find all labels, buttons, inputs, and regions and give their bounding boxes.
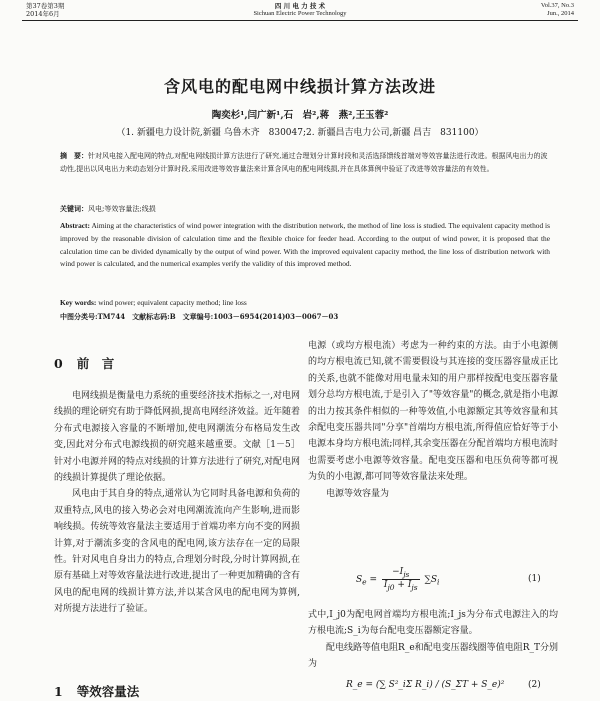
affiliations: （1. 新疆电力设计院,新疆 乌鲁木齐 830047;2. 新疆昌吉电力公司,新疆 昌吉 831100） [116,128,484,138]
formula-1-den-sub2: js [411,582,418,592]
keywords-en-label: Key words: [60,298,97,307]
left-column [54,388,300,618]
section-0-number: 0 [54,356,63,371]
right-paragraph-4: 配电线路等值电阻R_e和配电变压器线圈等值电阻R_T分别为 [308,642,558,670]
issue-date: 2014年6月 [26,10,60,18]
volume-issue-en: Vol.37, No.3 [540,2,574,9]
right-paragraph-3: 式中,I_j0为配电网首端均方根电流;I_js为分布式电源注入的均方根电流;S_i为每台配电变压器额定容量。 [308,610,558,637]
abstract-en [60,220,550,271]
formula-1-num-var: −I [392,567,404,577]
formula-1-number: (1) [528,574,541,584]
section-0-heading [54,354,114,372]
paper-title: 含风电的配电网中线损计算方法改进 [163,77,436,96]
section-1-number: 1 [54,684,63,699]
section-0-title: 前 言 [76,356,115,371]
formula-2-number: (2) [528,680,541,690]
section-1-title: 等效容量法 [76,684,140,699]
abstract-en-label: Abstract: [60,221,90,230]
abstract-en-text: Aiming at the characteristics of wind power integration with the distribution network, the method of line loss is studied. The equivalent capacity method is improved by the reasonable division of calculation time and the flexible choice for feeder head. According to the output of wind power, it is proposed that the calculation time can be divided dynamically by the output of wind power. With the improved equivalent capacity method, the line loss of distribution network with wind power is calculated, and the numerical examples verify the validity of this improved method. [60,221,550,269]
formula-1-num-sub: js [403,569,410,579]
formula-2: R_e = (∑ S²_iΣ R_i) / (S_ΣT + S_e)² [346,680,505,690]
keywords-en [60,297,550,310]
journal-volume-en [541,2,574,18]
right-paragraph-1: 电源（或均方根电流）考虑为一种约束的方法。由于小电源侧的均方根电流已知,就不需要假设与其连接的变压器容量成正比的关系,也就不能像对用电量未知的用户那样按配电变压器容量划分总均方根电流,于是引入了"等效容量"的概念,就是指小电源的出力按其条件相似的一种等效值,小电源额定其等效容量和其余配电变压器共同"分享"首端均方根电流,所得值应恰好等于小电源本身均方根电流;同样,其余变压器在分配首端均方根电流时也需要考虑小电源等效容量。配电变压器和电压负荷等都可视为负的小电源,都可同等效容量法来处理。 [308,341,558,483]
journal-name-en: Sichuan Electric Power Technology [253,10,347,17]
abstract-cn-label: 摘 要： [60,151,88,160]
intro-paragraph-2: 风电由于其自身的特点,通常认为它同时具备电源和负荷的双重特点,风电的接入势必会对电网潮流流向产生影响,进而影响线损。传统等效容量法主要适用于首端功率方向不变的网损计算,对于潮流多变的含风电的配电网,该方法存在一定的局限性。针对风电自身出力的特点,合理划分时段,分时计算网损,在原有基础上对等效容量法进行改进,提出了一种更加精确的含有风电的配电网的线损计算方法,并以某含风电的配电网为算例,对所提方法进行了验证。 [54,489,300,615]
formula-1-denominator [382,580,420,592]
abstract-cn-text: 针对风电接入配电网的特点,对配电网线损计算方法进行了研究,通过合理划分计算时段和灵活选择馈线首端对等效容量法进行改进。根据风电出力的波动性,提出以风电出力来动态划分计算时段,采用改进等效容量法来计算含风电的配电网线损,并在具体算例中验证了改进等效容量法的有效性。 [60,152,548,173]
header-rule [22,20,578,21]
formula-1-sum-sub: i [437,577,440,587]
formula-1-numerator [382,567,420,580]
keywords-en-text: wind power; equivalent capacity method; line loss [98,298,247,307]
right-column-continued [308,607,558,673]
keywords-cn-text: 风电;等效容量法;线损 [88,205,156,213]
intro-paragraph-1: 电网线损是衡量电力系统的重要经济技术指标之一,对电网线损的理论研究有助于降低网损,提高电网经济效益。近年随着分布式电源接入容量的不断增加,使电网潮流分布格局发生改变,因此对分布式电源线损的研究越来越重要。文献［1－5］针对小电源并网的特点对线损的计算方法进行了研究,对配电网的线损计算提供了理论依据。 [54,391,300,484]
formula-1-den-var: I [383,579,388,590]
abstract-cn [60,150,550,175]
author-list: 陶奕杉¹,闫广新¹,石 岩²,蒋 燕²,王玉蓉² [211,110,389,121]
issue-date-en: Jun., 2014 [547,10,574,17]
journal-name-cn: 四 川 电 力 技 术 [274,2,326,10]
formula-1-lhs: S [356,574,363,585]
formula-1-den-sub1: j0 [387,582,395,592]
journal-name-header [0,2,600,18]
keywords-cn-label: 关键词： [60,204,88,213]
formula-1-sum: ∑S [424,574,438,585]
formula-1: $S_e$ = $-I_{js}$ $I_{j0} + I_{js}$ $\sum S_i$ [356,567,440,592]
right-paragraph-2: 电源等效容量为 [326,488,390,499]
volume-issue: 第37卷第3期 [26,2,65,10]
section-1-heading [54,682,139,700]
right-column [308,338,558,502]
keywords-cn [60,203,550,216]
formula-1-fraction [382,567,420,592]
classification-line: 中图分类号:TM744 文献标志码:B 文章编号:1003－6954(2014)03－0067－03 [60,312,339,321]
formula-1-den-plus: + I [394,579,412,590]
formula-1-lhs-sub: e [362,577,367,587]
